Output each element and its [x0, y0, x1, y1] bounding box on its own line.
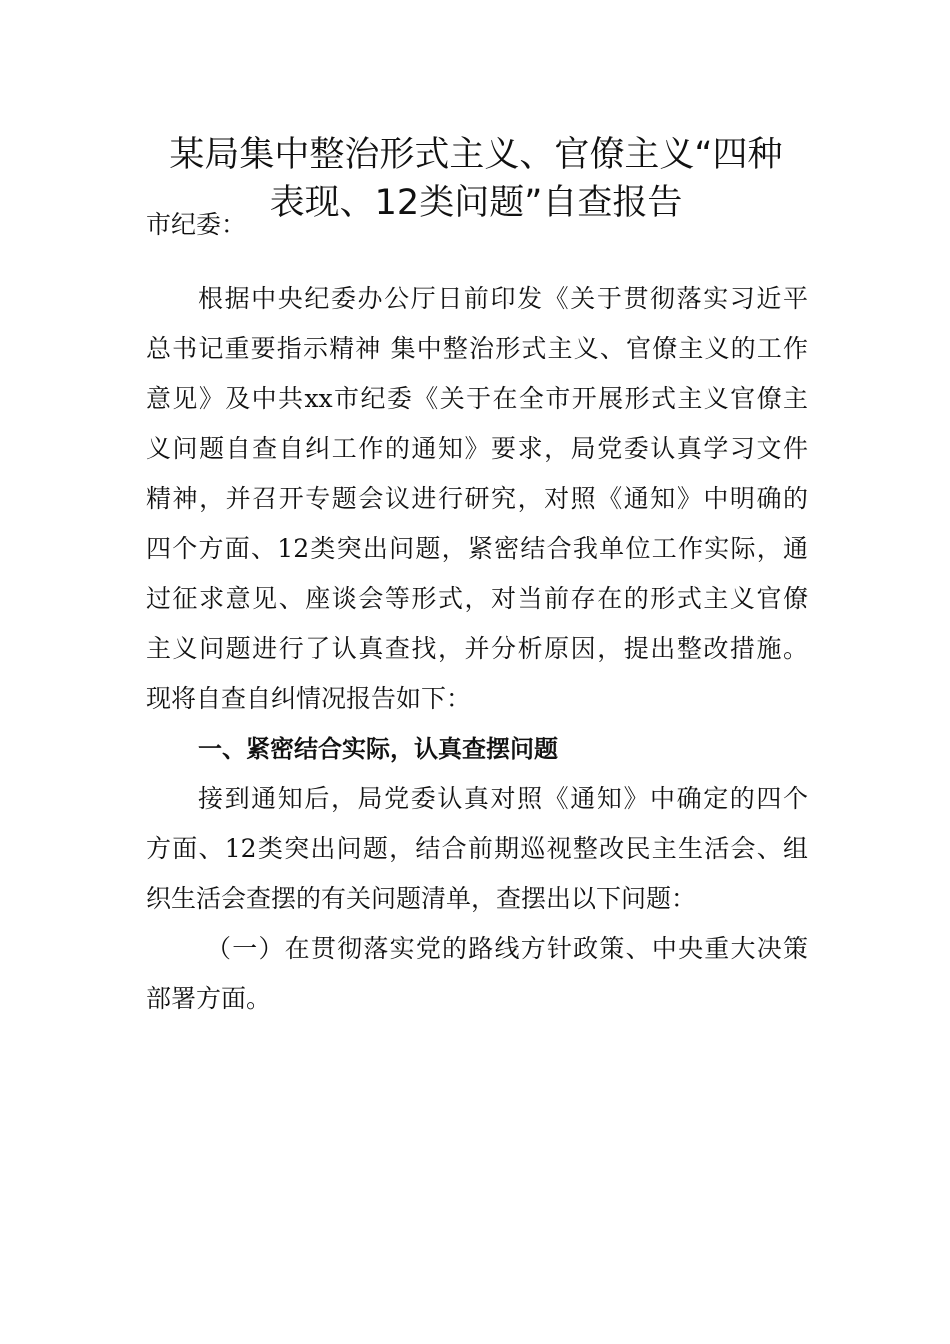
document-title-line-1: 某局集中整治形式主义、官僚主义“四种 [169, 135, 783, 175]
paragraph-1-line: 过征求意见、座谈会等形式，对当前存在的形式主义官僚 [146, 584, 808, 613]
document-title-line-2: 表现、12类问题”自查报告 [269, 183, 683, 223]
paragraph-1-line: 四个方面、12类突出问题，紧密结合我单位工作实际，通 [146, 534, 808, 563]
paragraph-1-line: 精神，并召开专题会议进行研究，对照《通知》中明确的 [146, 484, 808, 513]
salutation: 市纪委： [146, 210, 247, 239]
subsection-1-line: （一）在贯彻落实党的路线方针政策、中央重大决策 [206, 934, 808, 963]
paragraph-1-line: 现将自查自纠情况报告如下： [146, 684, 472, 713]
paragraph-2-line: 织生活会查摆的有关问题清单，查摆出以下问题： [146, 884, 697, 913]
paragraph-2-line: 方面、12类突出问题，结合前期巡视整改民主生活会、组 [146, 834, 808, 863]
paragraph-1-line: 主义问题进行了认真查找，并分析原因，提出整改措施。 [146, 634, 808, 663]
paragraph-1-line: 意见》及中共xx市纪委《关于在全市开展形式主义官僚主 [146, 384, 808, 413]
section-1-heading: 一、紧密结合实际，认真查摆问题 [198, 735, 558, 763]
paragraph-2-line: 接到通知后，局党委认真对照《通知》中确定的四个 [198, 784, 808, 813]
subsection-1-line: 部署方面。 [146, 984, 272, 1013]
paragraph-1-line: 总书记重要指示精神 集中整治形式主义、官僚主义的工作 [146, 334, 808, 363]
paragraph-1-line: 义问题自查自纠工作的通知》要求，局党委认真学习文件 [146, 434, 808, 463]
paragraph-1-line: 根据中央纪委办公厅日前印发《关于贯彻落实习近平 [198, 284, 808, 313]
